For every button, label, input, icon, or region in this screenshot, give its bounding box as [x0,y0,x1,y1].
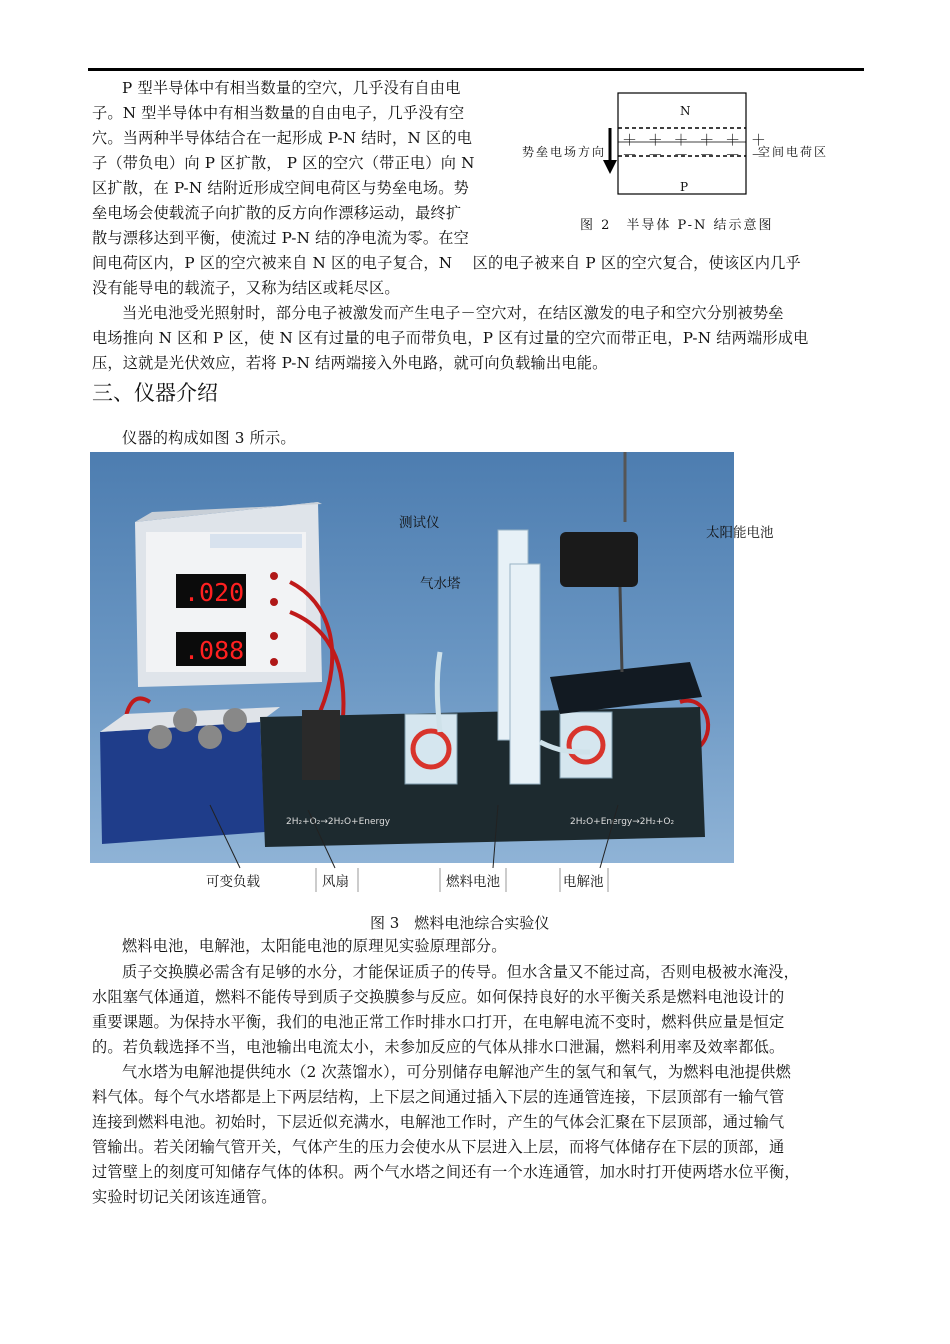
text-line: 电场推向 N 区和 P 区，使 N 区有过量的电子而带负电，P 区有过量的空穴而带正电，P-N 结两端形成电 [92,329,809,347]
label-solar-cell: 太阳能电池 [706,525,774,541]
text-line: 垒电场会使载流子向扩散的反方向作漂移运动，最终扩 [92,204,462,222]
text-line: 穴。当两种半导体结合在一起形成 P-N 结时，N 区的电 [92,129,473,147]
label-gas-water-tower: 气水塔 [420,576,461,592]
figure-2-caption: 图 2 半导体 P-N 结示意图 [580,218,774,233]
positive-charges: ＋ ＋ ＋ ＋ ＋ ＋ [622,131,769,149]
current-display: .020 [184,578,245,607]
text-line: P 型半导体中有相当数量的空穴，几乎没有自由电 [122,79,461,97]
text-line: 水阻塞气体通道，燃料不能传导到质子交换膜参与反应。如何保持良好的水平衡关系是燃料电池设计的 [92,988,785,1006]
text-line: 料气体。每个气水塔都是上下两层结构，上下层之间通过插入下层的连通管连接，下层顶部有一输气管 [92,1088,785,1106]
barrier-field-label: 势垒电场方向 [522,145,607,159]
section-heading: 三、仪器介绍 [92,381,218,405]
text-line: 实验时切记关闭该连通管。 [92,1188,277,1206]
text-line: 气水塔为电解池提供纯水（2 次蒸馏水），可分别储存电解池产生的氢气和氧气，为燃料电池提供燃 [122,1063,791,1081]
text-line: 没有能导电的载流子，又称为结区或耗尽区。 [92,279,400,297]
voltage-display: .088 [184,636,245,665]
text-line: 散与漂移达到平衡，使流过 P-N 结的净电流为零。在空 [92,229,469,247]
figure-3-caption: 图 3 燃料电池综合实验仪 [370,914,550,932]
text-line: 当光电池受光照射时，部分电子被激发而产生电子－空穴对，在结区激发的电子和空穴分别被势垒 [122,304,784,322]
fuel-cell-equation: 2H₂+O₂→2H₂O+Energy [286,817,391,827]
label-variable-load: 可变负载 [206,874,260,890]
text-line: 区扩散，在 P-N 结附近形成空间电荷区与势垒电场。势 [92,179,469,197]
label-fan: 风扇 [322,874,349,890]
electrolysis-equation: 2H₂O+Energy→2H₂+O₂ [570,817,675,827]
text-line: 压，这就是光伏效应，若将 P-N 结两端接入外电路，就可向负载输出电能。 [92,354,608,372]
header-rule [88,68,864,71]
text-line: 的。若负载选择不当，电池输出电流太小，未参加反应的气体从排水口泄漏，燃料利用率及效率都低。 [92,1038,785,1056]
n-region-label: N [680,104,691,118]
fan-unit [302,710,340,780]
light-source [560,532,638,587]
text-line: 过管壁上的刻度可知储存气体的体积。两个气水塔之间还有一个水连通管，加水时打开使两塔水位平衡， [92,1163,800,1181]
p-region-label: P [680,180,689,194]
paragraph-principles: 燃料电池，电解池，太阳能电池的原理见实验原理部分。 [122,937,507,955]
text-line: 间电荷区内，P 区的空穴被来自 N 区的电子复合，N 区的电子被来自 P 区的空穴复合，使该区内几乎 [92,254,801,272]
space-charge-label: 空间电荷区 [758,145,829,159]
negative-charges: － － － － － － [622,146,769,164]
text-line: 质子交换膜必需含有足够的水分，才能保证质子的传导。但水含量又不能过高，否则电极被水淹没， [122,963,800,981]
text-line: 子。N 型半导体中有相当数量的自由电子，几乎没有空 [92,104,465,122]
text-line: 连接到燃料电池。初始时，下层近似充满水，电解池工作时，产生的气体会汇聚在下层顶部，通过输气 [92,1113,785,1131]
intro-text: 仪器的构成如图 3 所示。 [122,429,296,447]
text-line: 重要课题。为保持水平衡，我们的电池正常工作时排水口打开，在电解电流不变时，燃料供应量是恒定 [92,1013,785,1031]
label-electrolysis-cell: 电解池 [563,874,604,890]
text-line: 管输出。若关闭输气管开关，气体产生的压力会使水从下层进入上层，而将气体储存在下层的顶部，通 [92,1138,785,1156]
label-fuel-cell: 燃料电池 [446,874,500,890]
label-tester: 测试仪 [399,515,440,531]
text-line: 子（带负电）向 P 区扩散， P 区的空穴（带正电）向 N [92,154,475,172]
